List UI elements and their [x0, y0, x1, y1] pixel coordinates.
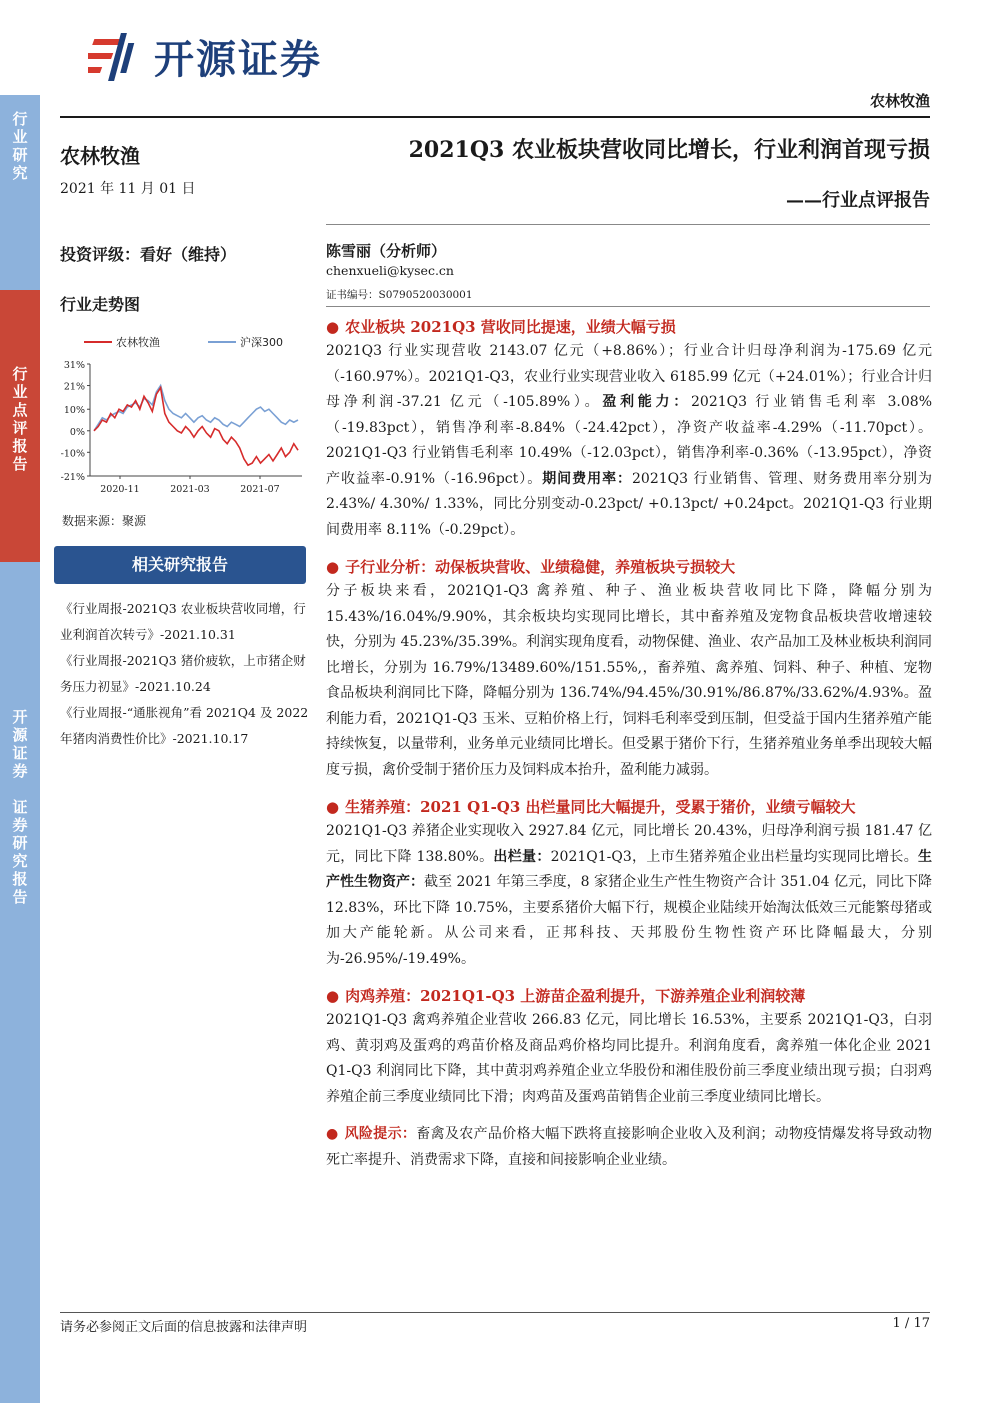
section-heading [326, 555, 932, 579]
related-report-item[interactable]: 《行业周报-2021Q3 农业板块营收同增，行业利润首次转亏》-2021.10.31 [60, 601, 306, 642]
side-strip [0, 0, 40, 1403]
trend-chart [60, 328, 310, 508]
strip-top-text [0, 110, 40, 182]
strip-char: 评 [12, 419, 28, 437]
strip-char: 源 [12, 726, 28, 744]
strip-char: 业 [12, 383, 28, 401]
report-title: 2021Q3 农业板块营收同比增长，行业利润首现亏损 [408, 137, 930, 163]
section-heading-text: 肉鸡养殖：2021Q1-Q3 上游苗企盈利提升，下游养殖企业利润较薄 [345, 987, 806, 1005]
analyst-email[interactable]: chenxueli@kysec.cn [326, 263, 454, 278]
report-body [326, 315, 932, 1185]
related-report-item[interactable]: 《行业周报-“通胀视角”看 2021Q4 及 2022 年猪肉消费性价比》-2021.10.17 [60, 705, 309, 746]
strip-char: 行 [12, 110, 28, 128]
x-tick-label: 2021-03 [170, 484, 210, 495]
section-heading-text: 子行业分析：动保板块营收、业绩稳健，养殖板块亏损较大 [345, 558, 736, 576]
section-paragraph [326, 339, 932, 543]
investment-rating: 投资评级：看好（维持） [60, 245, 237, 264]
strip-char: 告 [12, 455, 28, 473]
report-section [326, 795, 932, 972]
strip-char: 报 [12, 870, 28, 888]
strip-char: 报 [12, 437, 28, 455]
paragraph-text: 2021Q1-Q3 养猪企业实现收入 2927.84 亿元，同比增长 20.43%，归母净利润亏损 181.47 亿元，同比下降 138.80%。 [326, 823, 932, 865]
section-paragraph [326, 1008, 932, 1110]
strip-char: 业 [12, 128, 28, 146]
paragraph-text: 2021Q3 行业销售、管理、财务费用率分别为 2.43%/ 4.30%/ 1.33%，同比分别变动-0.23pct/ +0.13pct/ +0.24pct。2021Q1-Q3 行业期间费用率 8.11%（-0.29pct）。 [326, 470, 933, 538]
sector-name: 农林牧渔 [60, 144, 140, 168]
strip-char: 证 [12, 744, 28, 762]
header-divider [60, 116, 930, 118]
logo-text: 开源证券 [154, 37, 322, 83]
report-section [326, 984, 932, 1110]
analyst-divider [326, 306, 930, 307]
section-paragraph [326, 819, 932, 972]
section-heading-text: 农业板块 2021Q3 营收同比提速，业绩大幅亏损 [345, 318, 676, 336]
strip-char: 证 [12, 798, 28, 816]
header-sector-tag: 农林牧渔 [869, 92, 930, 110]
section-heading-text: 生猪养殖：2021 Q1-Q3 出栏量同比大幅提升，受累于猪价，业绩亏幅较大 [345, 798, 856, 816]
related-report-item[interactable]: 《行业周报-2021Q3 猪价疲软，上市猪企财务压力初显》-2021.10.24 [60, 653, 306, 694]
y-tick-label: -21% [60, 472, 85, 483]
strip-char: 告 [12, 888, 28, 906]
bullet-icon: ● [326, 318, 340, 336]
paragraph-bold-label: 期间费用率： [542, 470, 633, 487]
section-heading [326, 984, 932, 1008]
paragraph-text: 2021Q3 行业销售毛利率 3.08%（-19.83pct），销售净利率-8.84%（-24.42pct），净资产收益率-4.29%（-11.70pct）。2021Q1-Q3 行业销售毛利率 10.49%（-12.03pct），销售净利率-0.36%（-13.95pct），净资产收益率-0.91%（-16.96pct）。 [326, 394, 933, 487]
analyst-name: 陈雪丽（分析师） [326, 242, 447, 260]
title-divider [326, 224, 930, 225]
trend-chart-title: 行业走势图 [60, 295, 141, 314]
strip-char: 研 [12, 146, 28, 164]
footer-disclaimer: 请务必参阅正文后面的信息披露和法律声明 [60, 1320, 308, 1335]
footer-divider [60, 1312, 930, 1313]
page-number: 1 / 17 [892, 1316, 930, 1331]
x-tick-label: 2021-07 [240, 484, 280, 495]
risk-text: 畜禽及农产品价格大幅下跌将直接影响企业收入及利润；动物疫情爆发将导致动物死亡率提升、消费需求下降，直接和间接影响企业业绩。 [326, 1126, 933, 1168]
paragraph-bold-label: 盈利能力： [602, 394, 692, 410]
strip-char: 券 [12, 816, 28, 834]
trend-chart-svg [60, 328, 310, 508]
bullet-icon: ● [326, 798, 340, 816]
strip-char: 研 [12, 834, 28, 852]
strip-bottom [0, 562, 40, 1403]
report-section [326, 315, 932, 543]
y-tick-label: -10% [60, 448, 85, 460]
y-tick-label: 31% [63, 360, 85, 371]
y-tick-label: 0% [69, 426, 85, 438]
analyst-cert: 证书编号：S0790520030001 [326, 289, 473, 301]
paragraph-bold-label: 出栏量： [493, 848, 551, 865]
paragraph-text: 2021Q1-Q3，上市生猪养殖企业出栏量均实现同比增长。 [550, 848, 918, 865]
strip-char: 点 [12, 401, 28, 419]
section-paragraph [326, 579, 932, 783]
report-date: 2021 年 11 月 01 日 [60, 181, 196, 197]
paragraph-text: 分子板块来看，2021Q1-Q3 禽养殖、种子、渔业板块营收同比下降，降幅分别为 15.43%/16.04%/9.90%，其余板块均实现同比增长，其中畜养殖及宠物食品板块营收增速较快，分别为 45.23%/35.39%。利润实现角度看，动物保健、渔业、农产品加工及林业板块利润同比增长，分别为 16.79%/13489.60%/151.55%,，畜养殖、禽养殖、饲料、种子、种植、宠物食品板块利润同比下降，降幅分别为 136.74%/94.45%/30.91%/86.87%/33.62%/4.93%。盈利能力看，2021Q1-Q3 玉米、豆粕价格上行，饲料毛利率受到压制，但受益于国内生猪养殖产能持续恢复，以量带利，业务单元业绩同比增长。但受累于猪价下行，生猪养殖业务单季出现较大幅度亏损，禽价受制于猪价压力及饲料成本抬升，盈利能力减弱。 [326, 583, 932, 778]
bullet-icon: ● [326, 987, 340, 1005]
y-tick-label: 21% [63, 381, 85, 393]
related-reports-list [60, 596, 310, 752]
legend-label: 沪深300 [240, 336, 283, 349]
x-tick-label: 2020-11 [100, 484, 140, 495]
report-section [326, 555, 932, 783]
risk-section [326, 1122, 932, 1173]
related-reports-header: 相关研究报告 [54, 546, 306, 584]
paragraph-text: 截至 2021 年第三季度，8 家猪企业生产性生物资产合计 351.04 亿元，同比下降 12.83%，环比下降 10.75%，主要系猪价大幅下行，规模企业陆续开始淘汰低效三元能繁母猪或加大产能轮新。从公司来看，正邦科技、天邦股份生物性资产环比降幅最大，分别为-26.95%/-19.49%。 [326, 874, 932, 967]
risk-label: 风险提示： [344, 1126, 417, 1142]
paragraph-text: 2021Q3 行业实现营收 2143.07 亿元（+8.86%）；行业合计归母净利润为-175.69 亿元（-160.97%）。2021Q1-Q3，农业行业实现营业收入 6185.99 亿元（+24.01%）；行业合计归母净利润-37.21 亿元（-105.89%）。 [326, 343, 932, 410]
strip-char: 究 [12, 164, 28, 182]
strip-bottom-text [0, 708, 40, 906]
bullet-icon: ● [326, 1126, 339, 1142]
strip-char: 究 [12, 852, 28, 870]
logo [88, 28, 322, 85]
section-heading [326, 315, 932, 339]
bullet-icon: ● [326, 558, 340, 576]
legend-label: 农林牧渔 [116, 336, 160, 349]
strip-char [0, 780, 40, 798]
paragraph-text: 2021Q1-Q3 禽鸡养殖企业营收 266.83 亿元，同比增长 16.53%，主要系 2021Q1-Q3，白羽鸡、黄羽鸡及蛋鸡的鸡苗价格及商品鸡价格均同比提升。利润角度看，禽养殖一体化企业 2021 Q1-Q3 利润同比下降，其中黄羽鸡养殖企业立华股份和湘佳股份前三季度业绩出现亏损；白羽鸡养殖企前三季度业绩同比下滑；肉鸡苗及蛋鸡苗销售企业前三季度业绩同比增长。 [326, 1012, 932, 1105]
report-subtitle: ——行业点评报告 [786, 190, 930, 211]
series-line-agri [94, 388, 298, 466]
strip-char: 行 [12, 365, 28, 383]
y-tick-label: 10% [63, 405, 85, 417]
logo-mark-icon [88, 29, 148, 85]
strip-char: 开 [12, 708, 28, 726]
section-heading [326, 795, 932, 819]
strip-char: 券 [12, 762, 28, 780]
strip-middle-text [0, 365, 40, 473]
data-source: 数据来源：聚源 [62, 514, 147, 528]
paragraph-bold-label: 生产性生物资产： [326, 848, 932, 890]
